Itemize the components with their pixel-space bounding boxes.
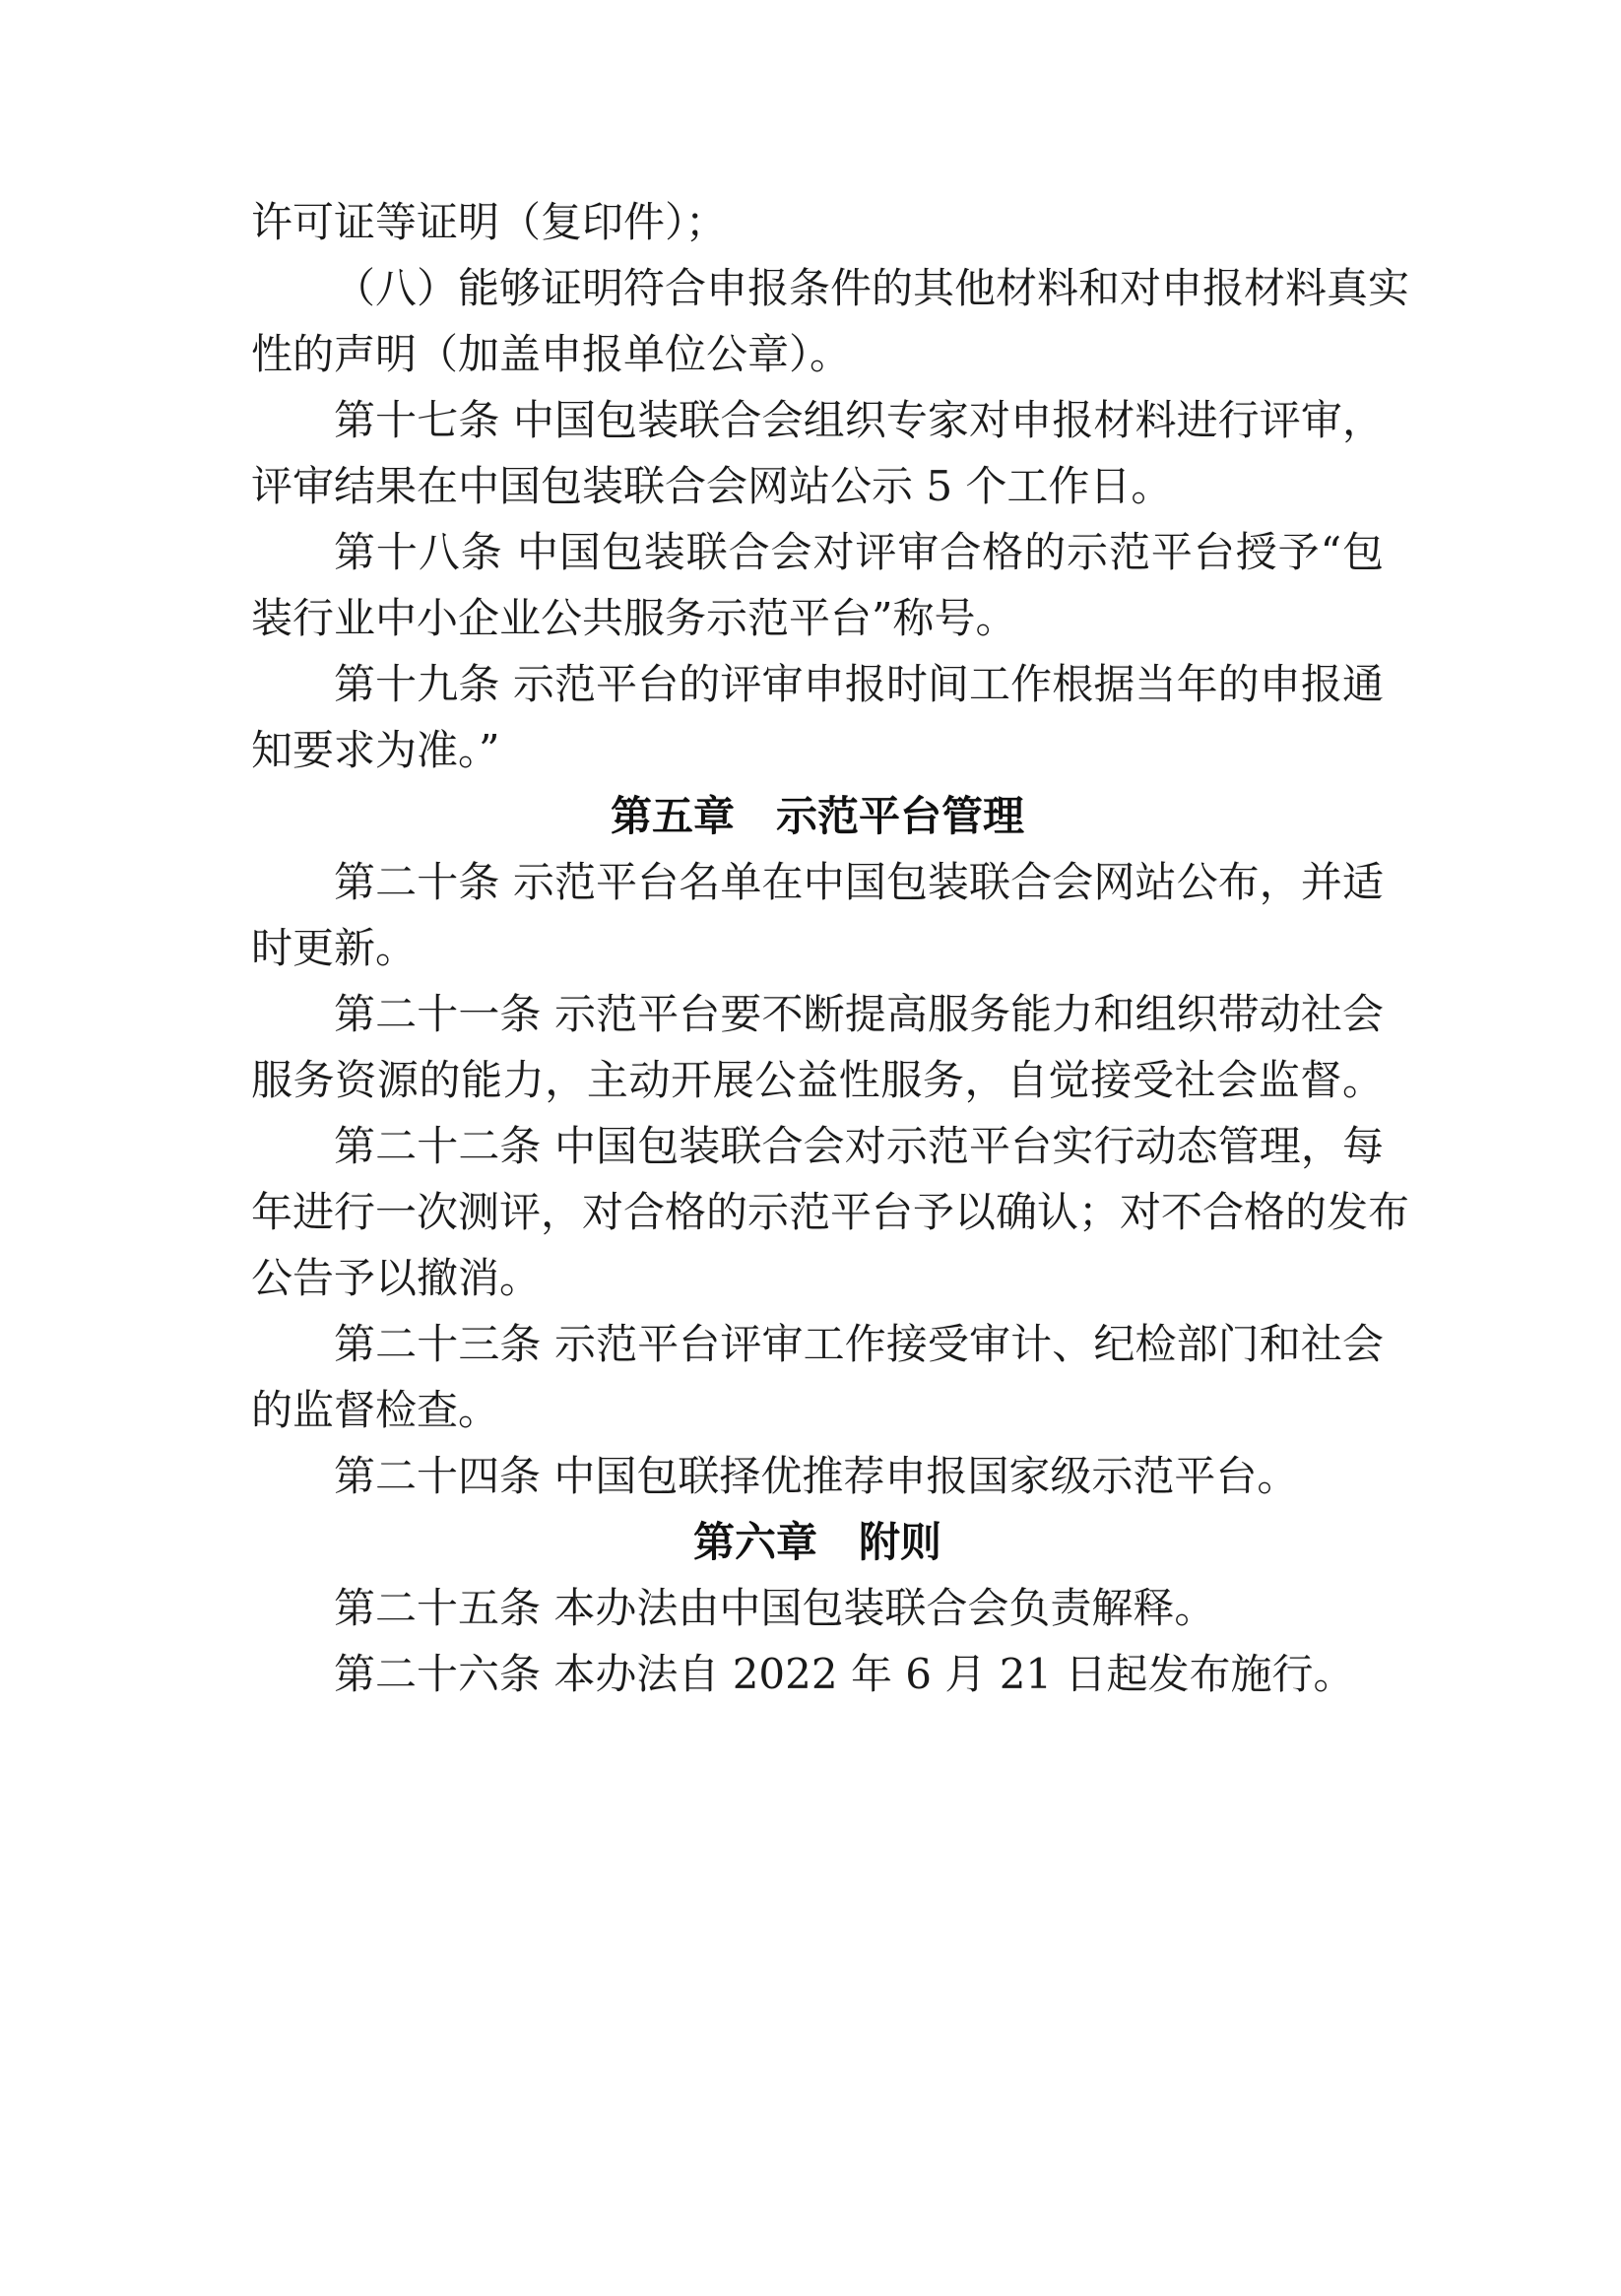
text-line: 服务资源的能力，主动开展公益性服务，自觉接受社会监督。 bbox=[251, 1056, 1384, 1104]
text-line: 的监督检查。 bbox=[251, 1386, 500, 1434]
text-line: 装行业中小企业公共服务示范平台”称号。 bbox=[251, 594, 1017, 642]
text-line: 许可证等证明（复印件）； bbox=[251, 198, 728, 246]
article-23: 第二十三条 示范平台评审工作接受审计、纪检部门和社会 bbox=[334, 1320, 1384, 1368]
text-line: 公告予以撤消。 bbox=[251, 1254, 542, 1302]
text-line: 年进行一次测评，对合格的示范平台予以确认；对不合格的发布 bbox=[251, 1188, 1410, 1236]
text-line: 知要求为准。” bbox=[251, 726, 500, 774]
article-19: 第十九条 示范平台的评审申报时间工作根据当年的申报通 bbox=[334, 660, 1384, 708]
chapter-5-heading: 第五章 示范平台管理 bbox=[610, 792, 1024, 840]
text-line: 评审结果在中国包装联合会网站公示 5 个工作日。 bbox=[251, 462, 1173, 510]
text-line: 性的声明（加盖申报单位公章）。 bbox=[251, 330, 852, 378]
text-line: 时更新。 bbox=[251, 924, 418, 972]
article-25: 第二十五条 本办法由中国包装联合会负责解释。 bbox=[334, 1584, 1216, 1632]
chapter-6-heading: 第六章 附则 bbox=[692, 1518, 941, 1566]
article-26: 第二十六条 本办法自 2022 年 6 月 21 日起发布施行。 bbox=[334, 1650, 1355, 1698]
article-24: 第二十四条 中国包联择优推荐申报国家级示范平台。 bbox=[334, 1452, 1299, 1500]
article-20: 第二十条 示范平台名单在中国包装联合会网站公布，并适 bbox=[334, 858, 1384, 906]
text-line: （八）能够证明符合申报条件的其他材料和对申报材料真实 bbox=[334, 264, 1410, 312]
article-22: 第二十二条 中国包装联合会对示范平台实行动态管理，每 bbox=[334, 1122, 1384, 1170]
article-18: 第十八条 中国包装联合会对评审合格的示范平台授予“包 bbox=[334, 528, 1384, 576]
article-21: 第二十一条 示范平台要不断提高服务能力和组织带动社会 bbox=[334, 990, 1384, 1038]
article-17: 第十七条 中国包装联合会组织专家对申报材料进行评审， bbox=[334, 396, 1384, 444]
